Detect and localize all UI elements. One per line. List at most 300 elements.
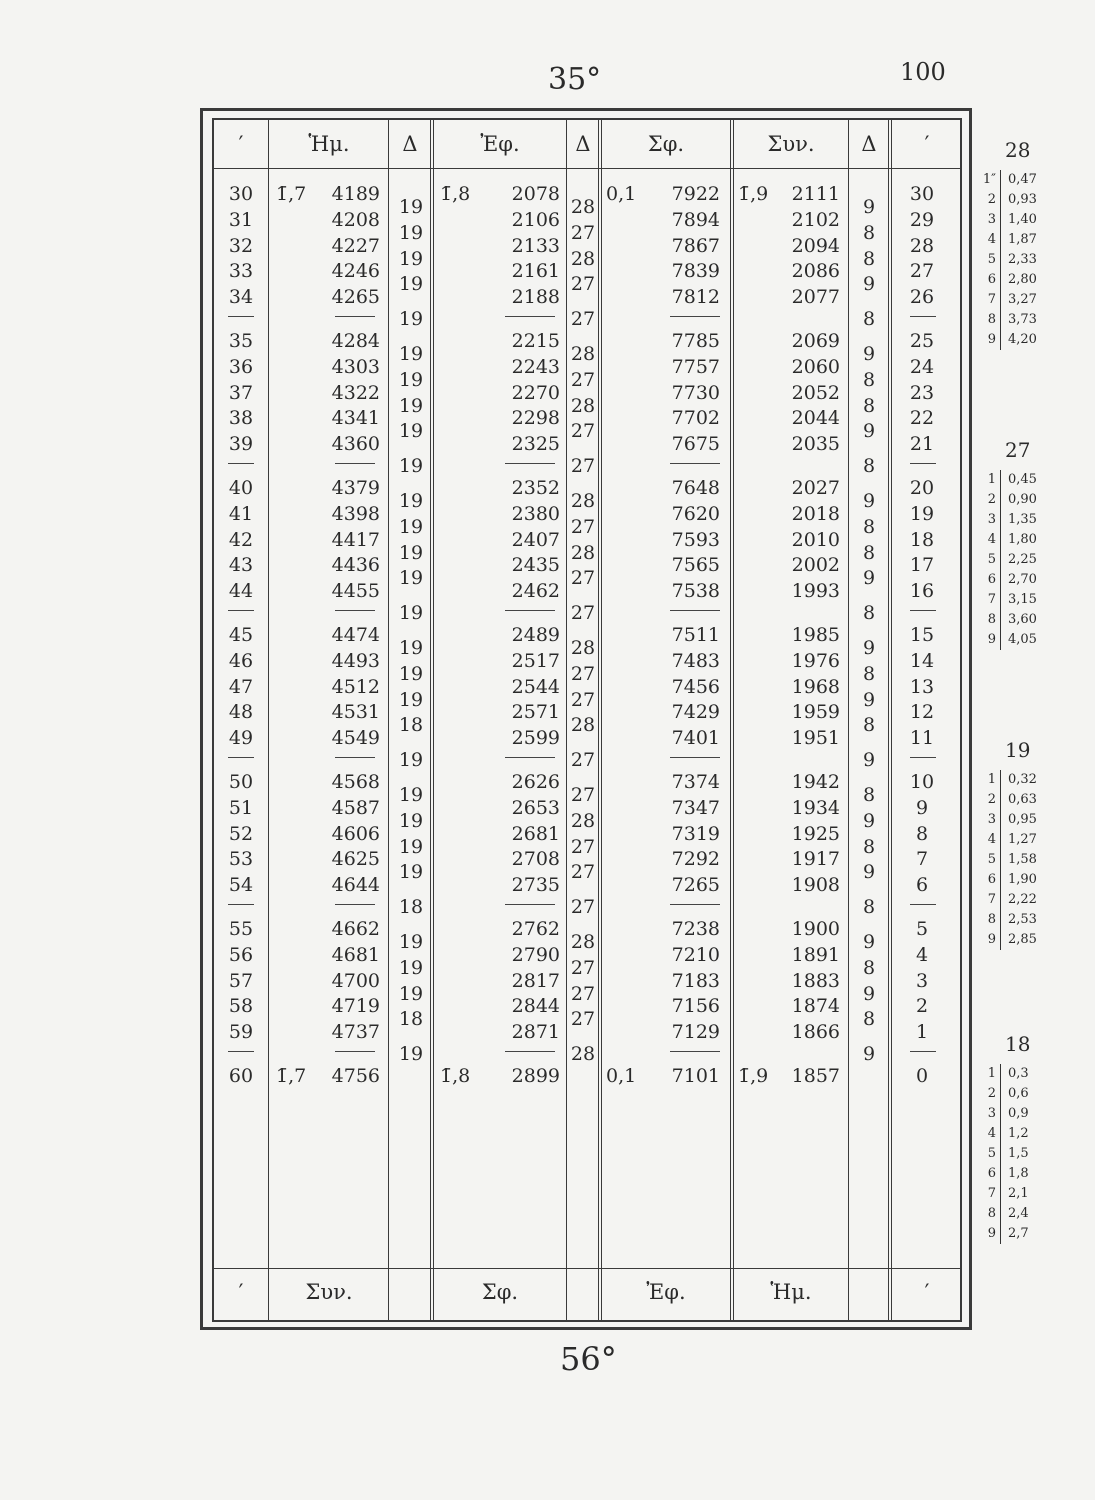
pp-table-title: 28 xyxy=(1005,138,1031,162)
minute-cell: 57 xyxy=(228,969,254,992)
minute-cell: 47 xyxy=(228,675,254,698)
minute-right-cell: 0 xyxy=(915,1065,929,1087)
cos-cell: 1925 xyxy=(791,822,840,845)
pp-digit: 7 xyxy=(987,292,996,307)
pp-value: 0,93 xyxy=(1008,192,1037,207)
minute-cell: 39 xyxy=(228,433,254,456)
page-number: 100 xyxy=(900,58,946,86)
pp-table-title: 18 xyxy=(1005,1032,1031,1056)
diff-tan-cell: 28 xyxy=(570,714,596,737)
cot-cell: 7922 xyxy=(671,183,720,205)
pp-digit: 7 xyxy=(987,892,996,907)
minute-cell: 59 xyxy=(228,1021,254,1044)
tan-cell: 2133 xyxy=(511,234,560,257)
pp-value: 2,85 xyxy=(1008,932,1037,947)
cot-prefix: 0,1 xyxy=(606,1065,637,1087)
diff-tan-cell: 27 xyxy=(570,749,596,772)
minute-right-cell: 16 xyxy=(909,580,935,603)
header-delta-cos: Δ xyxy=(861,132,877,156)
diff-tan-cell: 27 xyxy=(570,221,596,244)
minute-right-cell: 12 xyxy=(909,701,935,724)
diff-cos-cell: 9 xyxy=(862,420,876,443)
pp-digit: 4 xyxy=(987,1126,996,1141)
diff-cos-cell: 8 xyxy=(862,541,876,564)
divider-sin xyxy=(388,118,389,1322)
tan-cell: 2380 xyxy=(511,502,560,525)
cot-cell: 7183 xyxy=(671,969,720,992)
cos-prefix: 1̄,9 xyxy=(738,1065,769,1087)
cot-cell: 7401 xyxy=(671,727,720,750)
header-delta-tan: Δ xyxy=(575,132,591,156)
sin-cell: 4606 xyxy=(331,822,380,845)
minute-cell: 34 xyxy=(228,286,254,309)
cot-cell: 7648 xyxy=(671,477,720,499)
diff-sin-cell: 19 xyxy=(398,1043,424,1066)
cot-cell: 7210 xyxy=(671,943,720,966)
diff-sin-cell: 19 xyxy=(398,982,424,1005)
tan-cell: 2462 xyxy=(511,580,560,603)
cos-cell: 1908 xyxy=(791,874,840,897)
tan-cell: 2270 xyxy=(511,381,560,404)
diff-tan-cell: 28 xyxy=(570,247,596,270)
minute-right-cell: 13 xyxy=(909,675,935,698)
cot-cell: 7812 xyxy=(671,286,720,309)
minute-right-cell: 30 xyxy=(909,183,935,205)
diff-tan-cell: 27 xyxy=(570,308,596,331)
pp-divider xyxy=(1000,1064,1001,1244)
cos-cell: 1883 xyxy=(791,969,840,992)
sin-cell: 4265 xyxy=(331,286,380,309)
pp-value: 3,73 xyxy=(1008,312,1037,327)
sin-cell: 4417 xyxy=(331,528,380,551)
cos-cell: 1917 xyxy=(791,848,840,871)
diff-tan-cell: 27 xyxy=(570,835,596,858)
diff-cos-cell: 8 xyxy=(862,783,876,806)
sin-cell: 4625 xyxy=(331,848,380,871)
pp-digit: 2 xyxy=(987,1086,996,1101)
minute-cell: 37 xyxy=(228,381,254,404)
cos-cell: 2111 xyxy=(791,183,840,205)
pp-table-title: 19 xyxy=(1005,738,1031,762)
sin-cell: 4587 xyxy=(331,796,380,819)
group-separator xyxy=(335,904,375,905)
minute-right-cell: 28 xyxy=(909,234,935,257)
minute-cell: 30 xyxy=(228,183,254,205)
pp-value: 0,6 xyxy=(1008,1086,1029,1101)
diff-sin-cell: 18 xyxy=(398,896,424,919)
pp-digit: 3 xyxy=(987,1106,996,1121)
cot-cell: 7429 xyxy=(671,701,720,724)
sin-cell: 4246 xyxy=(331,260,380,283)
pp-value: 0,45 xyxy=(1008,472,1037,487)
minute-cell: 38 xyxy=(228,407,254,430)
diff-tan-cell: 28 xyxy=(570,809,596,832)
minute-right-cell: 11 xyxy=(909,727,935,750)
diff-sin-cell: 19 xyxy=(398,342,424,365)
pp-digit: 7 xyxy=(987,1186,996,1201)
diff-sin-cell: 19 xyxy=(398,489,424,512)
sin-cell: 4512 xyxy=(331,675,380,698)
cos-cell: 1968 xyxy=(791,675,840,698)
sin-cell: 4719 xyxy=(331,995,380,1018)
cot-cell: 7456 xyxy=(671,675,720,698)
divider-tan xyxy=(566,118,567,1322)
group-separator xyxy=(670,610,720,611)
pp-value: 1,80 xyxy=(1008,532,1037,547)
divider-delta2 xyxy=(598,118,602,1322)
header-cos: Συν. xyxy=(767,132,815,156)
pp-value: 1,35 xyxy=(1008,512,1037,527)
sin-cell: 4379 xyxy=(331,477,380,499)
tan-cell: 2599 xyxy=(511,727,560,750)
top-degree-label: 35° xyxy=(548,62,602,97)
sin-cell: 4455 xyxy=(331,580,380,603)
minute-right-cell: 27 xyxy=(909,260,935,283)
diff-sin-cell: 19 xyxy=(398,956,424,979)
minute-cell: 51 xyxy=(228,796,254,819)
tan-prefix: 1̄,8 xyxy=(440,1065,471,1087)
cos-cell: 1993 xyxy=(791,580,840,603)
cos-cell: 2035 xyxy=(791,433,840,456)
minute-cell: 50 xyxy=(228,771,254,793)
group-separator xyxy=(505,610,555,611)
diff-cos-cell: 9 xyxy=(862,861,876,884)
pp-value: 2,22 xyxy=(1008,892,1037,907)
pp-digit: 1 xyxy=(987,772,996,787)
pp-divider xyxy=(1000,470,1001,650)
pp-digit: 4 xyxy=(987,532,996,547)
pp-value: 0,32 xyxy=(1008,772,1037,787)
sin-cell: 4549 xyxy=(331,727,380,750)
diff-tan-cell: 27 xyxy=(570,783,596,806)
pp-digit: 9 xyxy=(987,932,996,947)
header-minute: ′ xyxy=(238,132,244,156)
diff-tan-cell: 28 xyxy=(570,195,596,218)
divider-minute xyxy=(268,118,269,1322)
pp-value: 0,95 xyxy=(1008,812,1037,827)
pp-value: 1,5 xyxy=(1008,1146,1029,1161)
cot-cell: 7702 xyxy=(671,407,720,430)
pp-digit: 9 xyxy=(987,332,996,347)
diff-cos-cell: 9 xyxy=(862,982,876,1005)
sin-cell: 4436 xyxy=(331,554,380,577)
cot-cell: 7101 xyxy=(671,1065,720,1087)
pp-value: 1,40 xyxy=(1008,212,1037,227)
diff-sin-cell: 19 xyxy=(398,455,424,478)
group-separator xyxy=(910,316,936,317)
group-separator xyxy=(670,904,720,905)
pp-value: 0,47 xyxy=(1008,172,1037,187)
minute-right-cell: 25 xyxy=(909,330,935,352)
tan-cell: 2844 xyxy=(511,995,560,1018)
minute-cell: 58 xyxy=(228,995,254,1018)
diff-cos-cell: 9 xyxy=(862,273,876,296)
minute-cell: 36 xyxy=(228,355,254,378)
minute-cell: 48 xyxy=(228,701,254,724)
pp-value: 0,63 xyxy=(1008,792,1037,807)
pp-digit: 8 xyxy=(987,912,996,927)
diff-cos-cell: 8 xyxy=(862,394,876,417)
cos-cell: 1857 xyxy=(791,1065,840,1087)
sin-cell: 4208 xyxy=(331,208,380,231)
pp-table-title: 27 xyxy=(1005,438,1031,462)
diff-cos-cell: 9 xyxy=(862,636,876,659)
tan-cell: 2161 xyxy=(511,260,560,283)
cos-cell: 1874 xyxy=(791,995,840,1018)
diff-sin-cell: 18 xyxy=(398,714,424,737)
group-separator xyxy=(335,610,375,611)
pp-digit: 1 xyxy=(987,472,996,487)
pp-digit: 5 xyxy=(987,552,996,567)
diff-sin-cell: 19 xyxy=(398,221,424,244)
minute-cell: 35 xyxy=(228,330,254,352)
diff-cos-cell: 9 xyxy=(862,688,876,711)
group-separator xyxy=(228,904,254,905)
cos-cell: 2102 xyxy=(791,208,840,231)
header-cot: Σφ. xyxy=(647,132,685,156)
diff-sin-cell: 19 xyxy=(398,861,424,884)
tan-cell: 2078 xyxy=(511,183,560,205)
minute-cell: 54 xyxy=(228,874,254,897)
cot-cell: 7511 xyxy=(671,624,720,646)
diff-tan-cell: 27 xyxy=(570,515,596,538)
group-separator xyxy=(228,757,254,758)
diff-tan-cell: 28 xyxy=(570,1043,596,1066)
footer-tan: Σφ. xyxy=(481,1280,519,1304)
footer-rule xyxy=(212,1268,962,1269)
cot-cell: 7675 xyxy=(671,433,720,456)
divider-cos xyxy=(848,118,849,1322)
minute-right-cell: 18 xyxy=(909,528,935,551)
pp-divider xyxy=(1000,770,1001,950)
tan-cell: 2215 xyxy=(511,330,560,352)
tan-cell: 2489 xyxy=(511,624,560,646)
diff-sin-cell: 19 xyxy=(398,247,424,270)
minute-cell: 43 xyxy=(228,554,254,577)
tan-cell: 2653 xyxy=(511,796,560,819)
minute-right-cell: 2 xyxy=(915,995,929,1018)
divider-cot xyxy=(730,118,734,1322)
minute-right-cell: 15 xyxy=(909,624,935,646)
pp-value: 4,20 xyxy=(1008,332,1037,347)
cot-cell: 7757 xyxy=(671,355,720,378)
cos-cell: 2002 xyxy=(791,554,840,577)
cot-cell: 7374 xyxy=(671,771,720,793)
cot-cell: 7565 xyxy=(671,554,720,577)
footer-cos: Ἡμ. xyxy=(770,1280,812,1304)
diff-sin-cell: 19 xyxy=(398,515,424,538)
minute-right-cell: 3 xyxy=(915,969,929,992)
group-separator xyxy=(910,1051,936,1052)
diff-sin-cell: 19 xyxy=(398,273,424,296)
pp-digit: 2 xyxy=(987,492,996,507)
minute-right-cell: 19 xyxy=(909,502,935,525)
sin-cell: 4493 xyxy=(331,649,380,672)
diff-tan-cell: 27 xyxy=(570,273,596,296)
cot-cell: 7129 xyxy=(671,1021,720,1044)
cos-cell: 1951 xyxy=(791,727,840,750)
diff-tan-cell: 27 xyxy=(570,688,596,711)
sin-cell: 4227 xyxy=(331,234,380,257)
minute-cell: 40 xyxy=(228,477,254,499)
group-separator xyxy=(228,463,254,464)
pp-digit: 1 xyxy=(987,1066,996,1081)
pp-value: 2,70 xyxy=(1008,572,1037,587)
cot-cell: 7265 xyxy=(671,874,720,897)
diff-sin-cell: 19 xyxy=(398,662,424,685)
minute-cell: 42 xyxy=(228,528,254,551)
cos-cell: 2044 xyxy=(791,407,840,430)
group-separator xyxy=(228,1051,254,1052)
cot-cell: 7483 xyxy=(671,649,720,672)
group-separator xyxy=(670,316,720,317)
pp-digit: 1″ xyxy=(982,172,996,187)
group-separator xyxy=(505,463,555,464)
sin-cell: 4700 xyxy=(331,969,380,992)
group-separator xyxy=(505,316,555,317)
minute-cell: 56 xyxy=(228,943,254,966)
pp-digit: 8 xyxy=(987,312,996,327)
pp-digit: 2 xyxy=(987,792,996,807)
cot-cell: 7538 xyxy=(671,580,720,603)
diff-cos-cell: 9 xyxy=(862,809,876,832)
sin-cell: 4568 xyxy=(331,771,380,793)
cot-cell: 7319 xyxy=(671,822,720,845)
pp-digit: 3 xyxy=(987,812,996,827)
minute-right-cell: 9 xyxy=(915,796,929,819)
tan-cell: 2626 xyxy=(511,771,560,793)
diff-cos-cell: 8 xyxy=(862,247,876,270)
diff-cos-cell: 8 xyxy=(862,1008,876,1031)
minute-right-cell: 20 xyxy=(909,477,935,499)
footer-cot: Ἐφ. xyxy=(646,1280,686,1304)
sin-cell: 4360 xyxy=(331,433,380,456)
pp-digit: 6 xyxy=(987,872,996,887)
group-separator xyxy=(670,1051,720,1052)
tan-cell: 2708 xyxy=(511,848,560,871)
cos-cell: 2077 xyxy=(791,286,840,309)
cot-cell: 7292 xyxy=(671,848,720,871)
diff-sin-cell: 19 xyxy=(398,688,424,711)
cos-cell: 2086 xyxy=(791,260,840,283)
minute-right-cell: 17 xyxy=(909,554,935,577)
cos-cell: 1934 xyxy=(791,796,840,819)
diff-cos-cell: 9 xyxy=(862,489,876,512)
group-separator xyxy=(910,904,936,905)
pp-value: 3,15 xyxy=(1008,592,1037,607)
pp-value: 2,7 xyxy=(1008,1226,1029,1241)
pp-value: 1,27 xyxy=(1008,832,1037,847)
group-separator xyxy=(505,757,555,758)
footer-minute: ′ xyxy=(238,1280,244,1304)
minute-right-cell: 1 xyxy=(915,1021,929,1044)
pp-value: 0,3 xyxy=(1008,1066,1029,1081)
diff-sin-cell: 19 xyxy=(398,809,424,832)
diff-cos-cell: 8 xyxy=(862,515,876,538)
sin-cell: 4756 xyxy=(331,1065,380,1087)
minute-right-cell: 10 xyxy=(909,771,935,793)
sin-cell: 4303 xyxy=(331,355,380,378)
cos-cell: 2018 xyxy=(791,502,840,525)
cos-cell: 2027 xyxy=(791,477,840,499)
diff-tan-cell: 27 xyxy=(570,420,596,443)
minute-right-cell: 22 xyxy=(909,407,935,430)
diff-tan-cell: 27 xyxy=(570,455,596,478)
cos-cell: 1985 xyxy=(791,624,840,646)
diff-sin-cell: 19 xyxy=(398,783,424,806)
diff-tan-cell: 28 xyxy=(570,636,596,659)
pp-digit: 3 xyxy=(987,212,996,227)
diff-cos-cell: 9 xyxy=(862,342,876,365)
minute-right-cell: 14 xyxy=(909,649,935,672)
tan-cell: 2352 xyxy=(511,477,560,499)
pp-digit: 6 xyxy=(987,272,996,287)
diff-sin-cell: 19 xyxy=(398,835,424,858)
pp-digit: 9 xyxy=(987,1226,996,1241)
group-separator xyxy=(910,757,936,758)
diff-tan-cell: 27 xyxy=(570,567,596,590)
diff-sin-cell: 18 xyxy=(398,1008,424,1031)
divider-delta1 xyxy=(430,118,434,1322)
minute-cell: 60 xyxy=(228,1065,254,1087)
header-sin: Ἡμ. xyxy=(308,132,350,156)
footer-sin: Συν. xyxy=(305,1280,353,1304)
diff-sin-cell: 19 xyxy=(398,368,424,391)
cos-cell: 2010 xyxy=(791,528,840,551)
minute-cell: 55 xyxy=(228,918,254,940)
cot-cell: 7620 xyxy=(671,502,720,525)
group-separator xyxy=(335,463,375,464)
pp-value: 2,33 xyxy=(1008,252,1037,267)
cos-cell: 1891 xyxy=(791,943,840,966)
cos-cell: 1942 xyxy=(791,771,840,793)
cos-cell: 1866 xyxy=(791,1021,840,1044)
sin-cell: 4681 xyxy=(331,943,380,966)
tan-prefix: 1̄,8 xyxy=(440,183,471,205)
sin-cell: 4398 xyxy=(331,502,380,525)
header-delta-sin: Δ xyxy=(402,132,418,156)
diff-cos-cell: 8 xyxy=(862,308,876,331)
pp-value: 1,58 xyxy=(1008,852,1037,867)
cot-cell: 7238 xyxy=(671,918,720,940)
pp-value: 1,2 xyxy=(1008,1126,1029,1141)
group-separator xyxy=(228,316,254,317)
cos-cell: 2052 xyxy=(791,381,840,404)
diff-tan-cell: 27 xyxy=(570,602,596,625)
sin-cell: 4341 xyxy=(331,407,380,430)
minute-right-cell: 26 xyxy=(909,286,935,309)
tan-cell: 2817 xyxy=(511,969,560,992)
pp-value: 1,87 xyxy=(1008,232,1037,247)
diff-cos-cell: 8 xyxy=(862,221,876,244)
diff-sin-cell: 19 xyxy=(398,308,424,331)
sin-cell: 4644 xyxy=(331,874,380,897)
diff-cos-cell: 8 xyxy=(862,662,876,685)
tan-cell: 2517 xyxy=(511,649,560,672)
pp-digit: 8 xyxy=(987,1206,996,1221)
tan-cell: 2571 xyxy=(511,701,560,724)
pp-digit: 4 xyxy=(987,232,996,247)
minute-cell: 41 xyxy=(228,502,254,525)
diff-sin-cell: 19 xyxy=(398,195,424,218)
diff-cos-cell: 8 xyxy=(862,602,876,625)
tan-cell: 2899 xyxy=(511,1065,560,1087)
minute-right-cell: 29 xyxy=(909,208,935,231)
diff-cos-cell: 8 xyxy=(862,835,876,858)
tan-cell: 2298 xyxy=(511,407,560,430)
pp-value: 2,25 xyxy=(1008,552,1037,567)
diff-sin-cell: 19 xyxy=(398,636,424,659)
